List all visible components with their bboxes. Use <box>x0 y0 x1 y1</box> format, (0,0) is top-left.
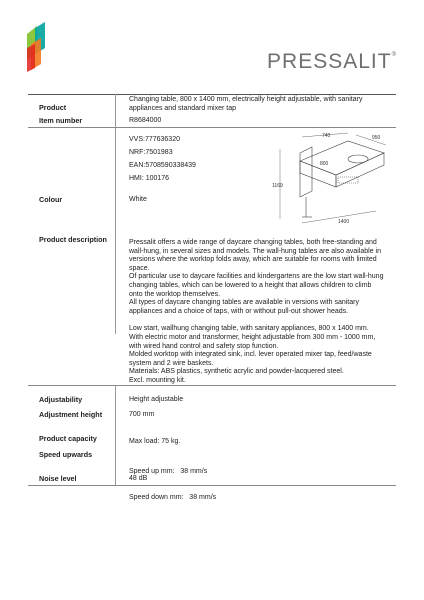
colour-label: Colour <box>39 195 63 204</box>
dim-bottom: 1400 <box>338 219 350 225</box>
column-divider <box>115 94 116 334</box>
dim-top: 740 <box>322 133 331 139</box>
ean-code: EAN:5708590338439 <box>129 162 196 169</box>
adjustment-height-value: 700 mm <box>129 411 155 418</box>
specs-divider <box>115 385 116 485</box>
colour-value: White <box>129 196 147 203</box>
adjustability-value: Height adjustable <box>129 396 184 403</box>
speed-label: Speed upwards <box>39 450 93 459</box>
noise-label: Noise level <box>39 474 77 483</box>
speed-down-value: Speed down mm: 38 mm/s <box>129 493 217 501</box>
pressalit-logo-icon <box>25 22 47 72</box>
capacity-label: Product capacity <box>39 434 97 443</box>
capacity-value: Max load: 75 kg. <box>129 438 181 445</box>
adjustment-height-label: Adjustment height <box>39 410 103 419</box>
item-number-label: Item number <box>39 116 83 125</box>
speed-up-value: Speed up mm: 38 mm/s <box>129 468 208 476</box>
dim-right: 950 <box>372 135 381 141</box>
description-para-7: Materials: ABS plastics, synthetic acrylic and powder-lacquered steel. <box>129 368 344 376</box>
description-para-3: All types of daycare changing tables are available in versions with sanitary appliances and a choice of taps, with or without pull-out shower heads. <box>129 299 359 315</box>
hmi-code: HMI: 100176 <box>129 175 170 182</box>
description-para-2: Of particular use to daycare facilities and kindergartens are the low start wall-hung changing tables, which can be lowered to a height that allows children to climb onto the worktop themselves. <box>129 273 384 298</box>
brand-name: PRESSALIT® <box>267 50 396 73</box>
description-para-6: Molded worktop with integrated sink, incl. lever operated mixer tap, feed/waste system and 2 wire baskets. <box>129 351 372 367</box>
specs-rule <box>28 385 396 386</box>
description-para-8: Excl. mounting kit. <box>129 376 186 384</box>
header-rule <box>28 127 396 128</box>
adjustability-label: Adjustability <box>39 395 83 404</box>
vvs-code: VVS:777636320 <box>129 136 180 143</box>
dim-height: 1169 <box>272 183 283 189</box>
description-label: Product description <box>39 235 107 244</box>
product-label: Product <box>39 103 67 112</box>
description-para-1: Pressalit offers a wide range of daycare changing tables, both free-standing and wall-hung, in several sizes and models. The wall-hung tables are also available in versions where the worktop folds away, which are suitable for rooms with limited space. <box>129 239 382 272</box>
nrf-code: NRF:7501983 <box>129 149 173 156</box>
bottom-rule <box>28 485 396 486</box>
product-value: Changing table, 800 x 1400 mm, electrically height adjustable, with sanitary appliances and standard mixer tap <box>129 96 363 112</box>
description-para-4: Low start, wallhung changing table, with sanitary appliances, 800 x 1400 mm. <box>129 325 369 333</box>
dim-mid: 800 <box>320 161 329 167</box>
top-rule <box>28 94 396 95</box>
description-para-5: With electric motor and transformer, height adjustable from 300 mm - 1000 mm, with wired hand control and safety stop function. <box>129 333 376 350</box>
noise-value: 48 dB <box>129 475 148 482</box>
product-drawing <box>272 131 394 227</box>
item-number-value: R8684000 <box>129 117 162 124</box>
